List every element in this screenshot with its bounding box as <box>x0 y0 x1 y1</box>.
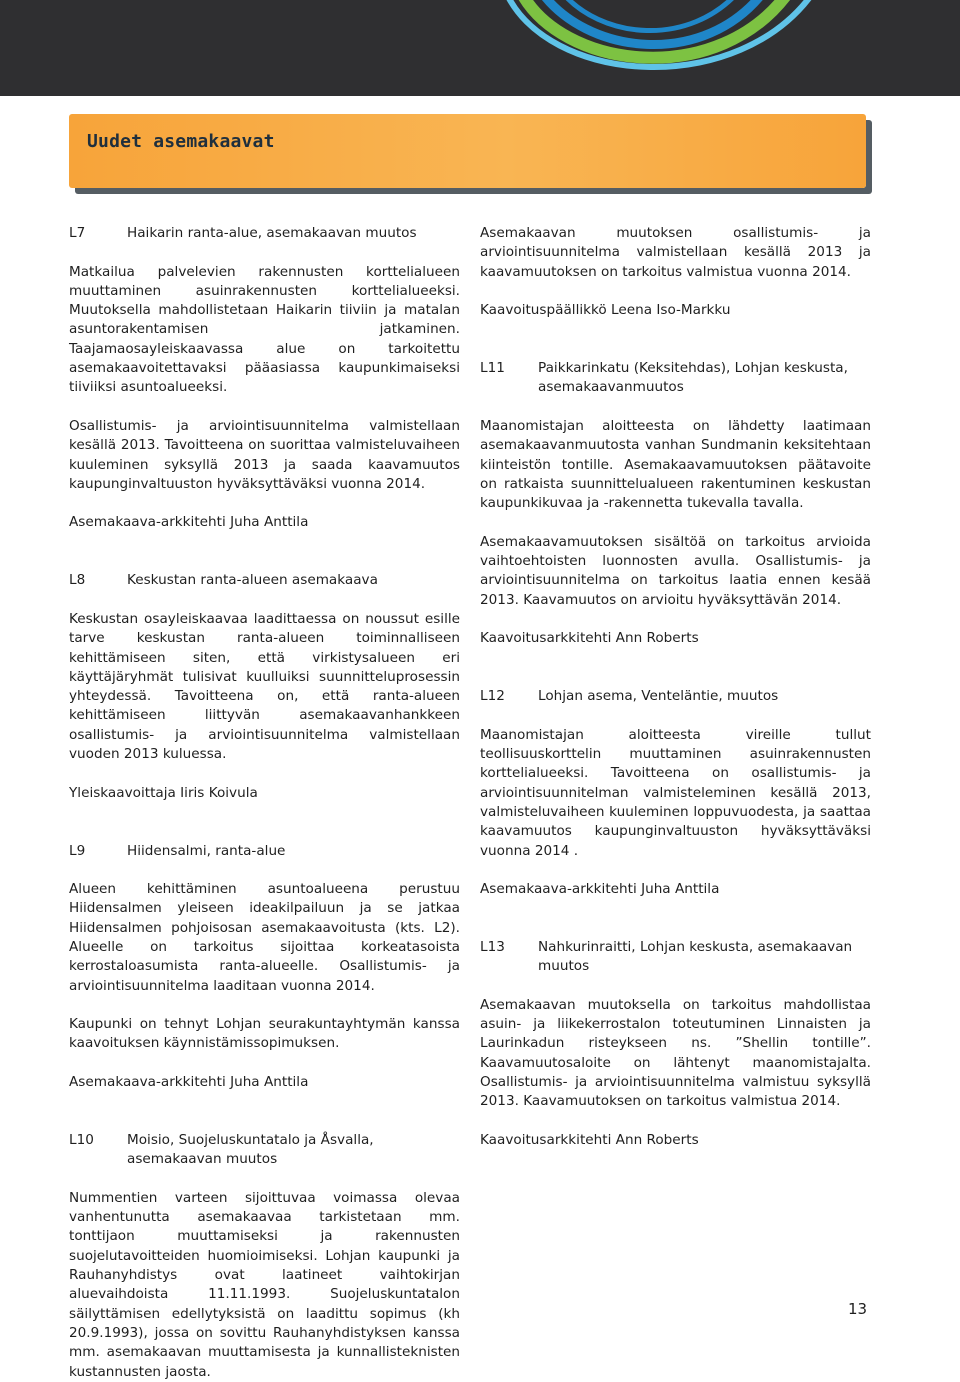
right-column <box>480 224 871 1170</box>
l9-title: Hiidensalmi, ranta-alue <box>127 842 286 859</box>
l11-signature: Kaavoitusarkkitehti Ann Roberts <box>480 630 699 647</box>
l9-signature: Asemakaava-arkkitehti Juha Anttila <box>69 1074 309 1091</box>
l7-paragraph-2: Osallistumis- ja arviointisuunnitelma valmistellaan kesällä 2013. Tavoitteena on suorittaa valmisteluvaiheen kuuleminen syksyllä 2013 ja saada kaavamuutos kaupunginvaltuuston hyväksyttäväksi vuonna 2014. <box>69 417 460 492</box>
swoosh-logo-graphic <box>0 0 960 96</box>
l13-title: Nahkurinraitti, Lohjan keskusta, asemakaavan muutos <box>538 938 853 975</box>
l13-code: L13 <box>480 938 505 955</box>
l10-body-left <box>69 1189 460 1380</box>
l9-paragraph-2: Kaupunki on tehnyt Lohjan seurakuntayhtymän kanssa kaavoituksen käynnistämissopimuksen. <box>69 1016 460 1052</box>
page-title: Uudet asemakaavat <box>87 131 275 152</box>
l13-signature: Kaavoitusarkkitehti Ann Roberts <box>480 1131 699 1148</box>
l7-heading <box>69 224 460 243</box>
l13-heading <box>480 938 871 977</box>
l12-code: L12 <box>480 688 505 705</box>
l11-heading <box>480 359 871 398</box>
l11-paragraph-1: Maanomistajan aloitteesta on lähdetty laatimaan asemakaavanmuutosta vanhan Sundmanin keksitehtaan kiinteistön tontille. Asemakaavamuutoksen päätavoite on ratkaista suunnittelualueen rakentuminen keskustan kaupunkikuvaa ja -rakennetta tukevalla tavalla. <box>480 417 871 512</box>
l12-paragraph-1: Maanomistajan aloitteesta vireille tullut teollisuuskorttelin muuttaminen asuinrakennusten korttelialueeksi. Tavoitteena on osallistumis- ja arviointisuunnitelman valmisteleminen kesällä 2013, valmisteluvaiheen kuuleminen loppuvuodesta, ja saattaa kaavamuutos kaupunginvaltuuston hyväksyttäväksi vuonna 2014 . <box>480 726 871 859</box>
l10-signature: Kaavoituspäällikkö Leena Iso-Markku <box>480 302 731 319</box>
l11-paragraph-2: Asemakaavamuutoksen sisältöä on tarkoitus arvioida vaihtoehtoisten luonnosten avulla. Osallistumis- ja arviointisuunnitelma on tarkoitus laatia ennen kesää 2013. Kaavamuutos on arvioitu hyväksyttävän 2014. <box>480 533 871 608</box>
l12-heading <box>480 687 871 706</box>
l10-heading <box>69 1131 460 1170</box>
l12-title: Lohjan asema, Venteläntie, muutos <box>538 688 779 705</box>
l9-heading <box>69 842 460 861</box>
l11-title: Paikkarinkatu (Keksitehdas), Lohjan keskusta, asemakaavanmuutos <box>538 360 848 396</box>
l7-code: L7 <box>69 225 86 241</box>
l8-title: Keskustan ranta-alueen asemakaava <box>127 572 378 589</box>
l11-code: L11 <box>480 360 505 377</box>
l10-paragraph-1: Nummentien varteen sijoittuvaa voimassa olevaa vanhentunutta asemakaavaa tarkistetaan mm. tonttijaon muuttamiseksi ja rakennusten suojelutavoitteiden huomioimiseksi. Lohjan kaupunki ja Rauhanyhdistys ovat laatineet vaihtokirjan aluevaihdoista 11.11.1993. Suojeluskuntatalon säilyttämisen edellytyksistä on laadittu sopimus (kh 20.9.1993), jossa on sovittu Rauhanyhdistyksen kanssa mm. asemakaavan muuttamisesta ja kunnallisteknisten kustannusten jaosta. <box>69 1189 460 1380</box>
l10-code: L10 <box>69 1131 94 1148</box>
l7-signature: Asemakaava-arkkitehti Juha Anttila <box>69 514 309 531</box>
l8-code: L8 <box>69 572 86 589</box>
page-number: 13 <box>848 1300 868 1318</box>
l9-code: L9 <box>69 842 86 859</box>
left-column <box>69 224 460 1189</box>
l9-paragraph-1: Alueen kehittäminen asuntoalueena perustuu Hiidensalmen yleiseen ideakilpailuun ja se jatkaa Hiidensalmen pohjoisosan asemakaavoitusta (kts. L2). Alueelle on tarkoitus sijoittaa korkeatasoista kerrostaloasumista ranta-alueelle. Osallistumis- ja arviointisuunnitelma laaditaan vuonna 2014. <box>69 881 460 994</box>
l8-heading <box>69 571 460 590</box>
l10-paragraph-1-start <box>69 1189 460 1382</box>
l7-title: Haikarin ranta-alue, asemakaavan muutos <box>127 225 417 241</box>
l8-signature: Yleiskaavoittaja Iiris Koivula <box>69 784 258 801</box>
l7-paragraph-1: Matkailua palvelevien rakennusten korttelialueen muuttaminen asuinrakennusten korttelialueeksi. Muutoksella mahdollistetaan Haikarin tiiviin ja matalan asuntorakentamisen jatkaminen. Taajamaosayleiskaavassa alue on tarkoitettu asemakaavoitettavaksi pääasiassa kaupunkimaiseksi tiiviiksi asuntoalueeksi. <box>69 263 460 396</box>
l10-paragraph-2: Asemakaavan muutoksen osallistumis- ja arviointisuunnitelma valmistellaan kesällä 2013 ja kaavamuutoksen on tarkoitus valmistua vuonna 2014. <box>480 225 871 280</box>
top-decorative-band <box>0 0 960 96</box>
l12-signature: Asemakaava-arkkitehti Juha Anttila <box>480 881 720 898</box>
section-title-bar <box>69 114 866 188</box>
l13-paragraph-1: Asemakaavan muutoksella on tarkoitus mahdollistaa asuin- ja liikekerrostalon toteutuminen Linnaisten ja Laurinkadun risteykseen ns. ”Shellin tontille”. Kaavamuutosaloite on lähtenyt maanomistajalta. Osallistumis- ja arviointisuunnitelma valmistuu syksyllä 2013. Kaavamuutoksen on tarkoitus valmistua 2014. <box>480 996 871 1110</box>
l8-paragraph-1: Keskustan osayleiskaavaa laadittaessa on noussut esille tarve keskustan ranta-alueen toiminnalliseen kehittämiseen siten, että virkistysalueen eri käyttäjäryhmät tulisivat kuulluiksi suunnitteluprosessin yhteydessä. Tavoitteena on, että ranta-alueen kehittämiseen liittyvän asemakaavanhankkeen osallistumis- ja arviointisuunnitelma valmistellaan vuoden 2013 kuluessa. <box>69 610 460 763</box>
l10-title: Moisio, Suojeluskuntatalo ja Åsvalla, asemakaavan muutos <box>127 1131 374 1168</box>
